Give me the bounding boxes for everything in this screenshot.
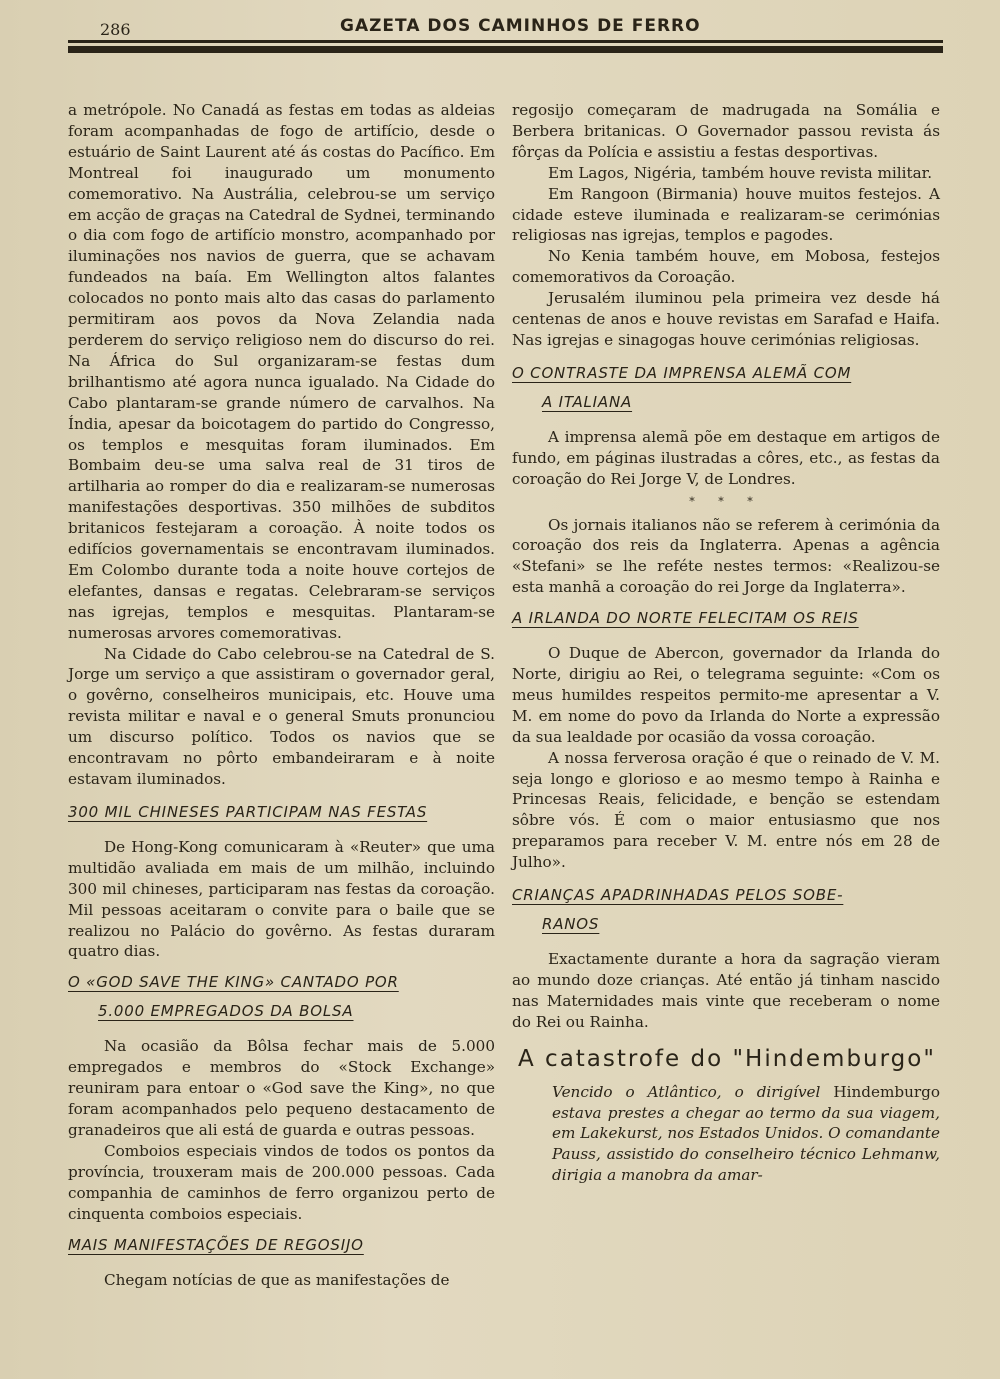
heading-text: O «GOD SAVE THE KING» CANTADO POR [68,973,399,992]
section-heading [68,968,495,1026]
intro-text: Vencido o Atlântico, o dirigível [552,1082,821,1101]
heading-text: 5.000 EMPREGADOS DA BOLSA [98,1002,354,1021]
publication-title: GAZETA DOS CAMINHOS DE FERRO [340,16,701,36]
paragraph: Os jornais italianos não se referem à cerimónia da coroação dos reis da Inglaterra. Apenas a agência «Stefani» se lhe reféte nestes termos: «Realizou-se esta manhã a coroação do rei Jorge da Inglaterra». [512,515,940,597]
section-divider-stars: * * * [689,494,763,508]
paragraph: Na Cidade do Cabo celebrou-se na Catedral de S. Jorge um serviço a que assistiram o governador geral, o govêrno, conselheiros municipais, etc. Houve uma revista militar e naval e o general Smuts pronunciou um discurso político. Todos os navios que se encontravam no pôrto embandeiraram e à noite estavam iluminados. [68,644,495,788]
section-heading [512,604,940,633]
paragraph: a metrópole. No Canadá as festas em todas as aldeias foram acompanhadas de fogo de artifício, desde o estuário de Saint Laurent até ás costas do Pacífico. Em Montreal foi inaugurado um monumento comemorativo. Na Austrália, celebrou-se um serviço em acção de graças na Catedral de Sydnei, terminando o dia com fogo de artifício monstro, acompanhado por iluminações nos navios de guerra, que se achavam fundeados na baía. Em Wellington altos falantes colocados no ponto mais alto das casas do parlamento permitiram aos povos da Nova Zelandia nada perderem do serviço religioso nem do discurso do rei. Na África do Sul organizaram-se festas dum brilhantismo até agora nunca igualado. Na Cidade do Cabo plantaram-se grande número de carvalhos. Na Índia, apesar da boicotagem do partido do Congresso, os templos e mesquitas foram iluminados. Em Bombaim deu-se uma salva real de 31 tiros de artilharia ao romper do dia e realizaram-se numerosas manifestações desportivas. 350 milhões de subditos britanicos festejaram a coroação. À noite todos os edifícios governamentais se encontravam iluminados. Em Colombo durante toda a noite houve cortejos de elefantes, dansas e regatas. Celebraram-se serviços nas igrejas, templos e mesquitas. Plantaram-se numerosas arvores comemorativas. [68,101,495,642]
paragraph: Comboios especiais vindos de todos os pontos da província, trouxeram mais de 200.000 pessoas. Cada companhia de caminhos de ferro organizou perto de cinquenta comboios especiais. [68,1141,495,1223]
section-heading [512,359,940,417]
heading-text: A IRLANDA DO NORTE FELECITAM OS REIS [512,609,859,628]
section-heading [512,881,940,939]
article-intro [512,1082,940,1187]
heading-text-continued [512,910,940,939]
paragraph: A imprensa alemã põe em destaque em artigos de fundo, em páginas ilustradas a côres, etc., as festas da coroação do Rei Jorge V, de Londres. [512,427,940,488]
heading-text: CRIANÇAS APADRINHADAS PELOS SOBE- [512,886,844,905]
paragraph: regosijo começaram de madrugada na Somália e Berbera britanicas. O Governador passou revista ás fôrças da Polícia e assistiu a festas desportivas. [512,101,940,161]
section-heading [68,798,495,827]
paragraph: Na ocasião da Bôlsa fechar mais de 5.000 empregados e membros do «Stock Exchange» reuniram para entoar o «God save the King», no que foram acompanhados pelo pequeno destacamento de granadeiros que ali está de guarda e outras pessoas. [68,1037,495,1139]
paragraph: Chegam notícias de que as manifestações de [104,1270,450,1289]
heading-text: RANOS [542,915,600,934]
header-rule-thick [68,46,943,53]
heading-text-continued [512,388,940,417]
paragraph: No Kenia também houve, em Mobosa, festejos comemorativos da Coroação. [512,247,940,287]
heading-text: 300 MIL CHINESES PARTICIPAM NAS FESTAS [68,802,428,821]
paragraph: Em Lagos, Nigéria, também houve revista militar. [548,163,933,182]
article-title: A catastrofe do "Hindemburgo" [518,1045,936,1072]
right-column [512,100,940,1186]
heading-text: MAIS MANIFESTAÇÕES DE REGOSIJO [68,1235,364,1254]
intro-text: estava prestes a chegar ao termo da sua viagem, em Lakekurst, nos Estados Unidos. O comandante Pauss, assistido do conselheiro técnico Lehmanw, dirigia a manobra da amar- [552,1103,940,1185]
left-column [68,100,495,1290]
intro-text: Hindemburgo [833,1082,941,1101]
paragraph: Em Rangoon (Birmania) houve muitos festejos. A cidade esteve iluminada e realizaram-se cerimónias religiosas nas igrejas, templos e pagodes. [512,184,940,245]
paragraph: O Duque de Abercon, governador da Irlanda do Norte, dirigiu ao Rei, o telegrama seguinte: «Com os meus humildes respeitos permito-me apresentar a V. M. em nome do povo da Irlanda do Norte a expressão da sua lealdade por ocasião da vossa coroação. [512,644,940,746]
page-number: 286 [100,20,131,39]
paragraph: De Hong-Kong comunicaram à «Reuter» que uma multidão avaliada em mais de um milhão, incluindo 300 mil chineses, participaram nas festas da coroação. Mil pessoas aceitaram o convite para o baile que se realizou no Palácio do govêrno. As festas duraram quatro dias. [68,837,495,961]
section-heading [68,1231,495,1260]
heading-text: A ITALIANA [542,392,633,411]
heading-text-continued [68,997,495,1026]
header-rule-thin [68,40,943,43]
paragraph: Exactamente durante a hora da sagração vieram ao mundo doze crianças. Até então já tinham nascido nas Maternidades mais vinte que receberam o nome do Rei ou Rainha. [512,950,940,1031]
paragraph: Jerusalém iluminou pela primeira vez desde há centenas de anos e houve revistas em Sarafad e Haifa. Nas igrejas e sinagogas houve cerimónias religiosas. [512,289,940,349]
paragraph: A nossa ferverosa oração é que o reinado de V. M. seja longo e glorioso e ao mesmo tempo à Rainha e Princesas Reais, felicidade, e benção se estendam sôbre vós. É com o maior entusiasmo que nos preparamos para receber V. M. entre nós em 28 de Julho». [512,748,940,872]
heading-text: O CONTRASTE DA IMPRENSA ALEMÃ COM [512,363,852,382]
